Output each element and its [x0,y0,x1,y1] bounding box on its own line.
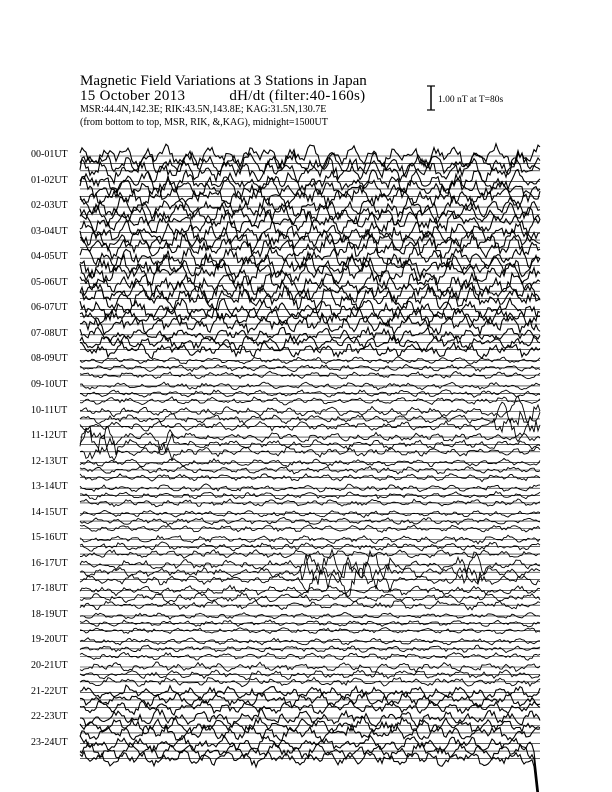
trace-23-24UT-1 [80,743,540,792]
chart-title: Magnetic Field Variations at 3 Stations in Japan [80,73,367,89]
hour-label: 15-16UT [31,532,68,544]
scale-bar-icon [427,86,435,110]
hour-label: 03-04UT [31,225,68,237]
hour-label: 20-21UT [31,660,68,671]
hour-label: 07-08UT [31,327,68,339]
hour-label: 19-20UT [31,634,68,646]
hour-label: 23-24UT [31,736,68,748]
hour-label: 06-07UT [31,302,68,314]
hour-label: 01-02UT [31,174,68,186]
trace-23-24UT-2 [80,750,540,792]
trace-21-22UT-2 [80,700,540,715]
hour-label: 00-01UT [31,149,68,160]
trace-20-21UT-1 [80,670,540,680]
stations-label: MSR:44.4N,142.3E; RIK:43.5N,143.8E; KAG:31.5N,130.7E [80,104,327,115]
hour-label: 04-05UT [31,251,68,263]
date-label: 15 October 2013 [80,88,186,104]
order-note: (from bottom to top, MSR, RIK, &,KAG), midnight=1500UT [80,117,328,128]
trace-11-12UT-2 [80,435,540,460]
trace-07-08UT-2 [80,342,540,359]
hour-label: 21-22UT [31,685,68,697]
trace-16-17UT-2 [80,563,540,596]
hour-label: 12-13UT [31,455,68,467]
trace-10-11UT-2 [80,417,540,442]
hour-label: 18-19UT [31,608,68,620]
hour-label: 17-18UT [31,583,68,595]
chart-subtitle [80,88,365,105]
hour-label: 08-09UT [31,353,68,365]
scale-label: 1.00 nT at T=80s [438,95,504,105]
trace-05-06UT-0 [80,272,540,297]
trace-04-05UT-2 [80,260,540,285]
hour-label: 14-15UT [31,506,68,518]
trace-12-13UT-2 [80,474,540,482]
filter-label: dH/dt (filter:40-160s) [229,88,366,104]
trace-group [80,144,540,792]
hour-label: 16-17UT [31,557,68,569]
hour-label: 05-06UT [31,276,68,288]
trace-23-24UT-0 [80,736,540,792]
hour-label: 02-03UT [31,200,68,212]
hour-label: 22-23UT [31,711,68,723]
hour-label: 11-12UT [31,430,68,442]
hour-label: 10-11UT [31,404,68,416]
hour-label: 09-10UT [31,378,68,390]
hour-label: 13-14UT [31,481,68,493]
